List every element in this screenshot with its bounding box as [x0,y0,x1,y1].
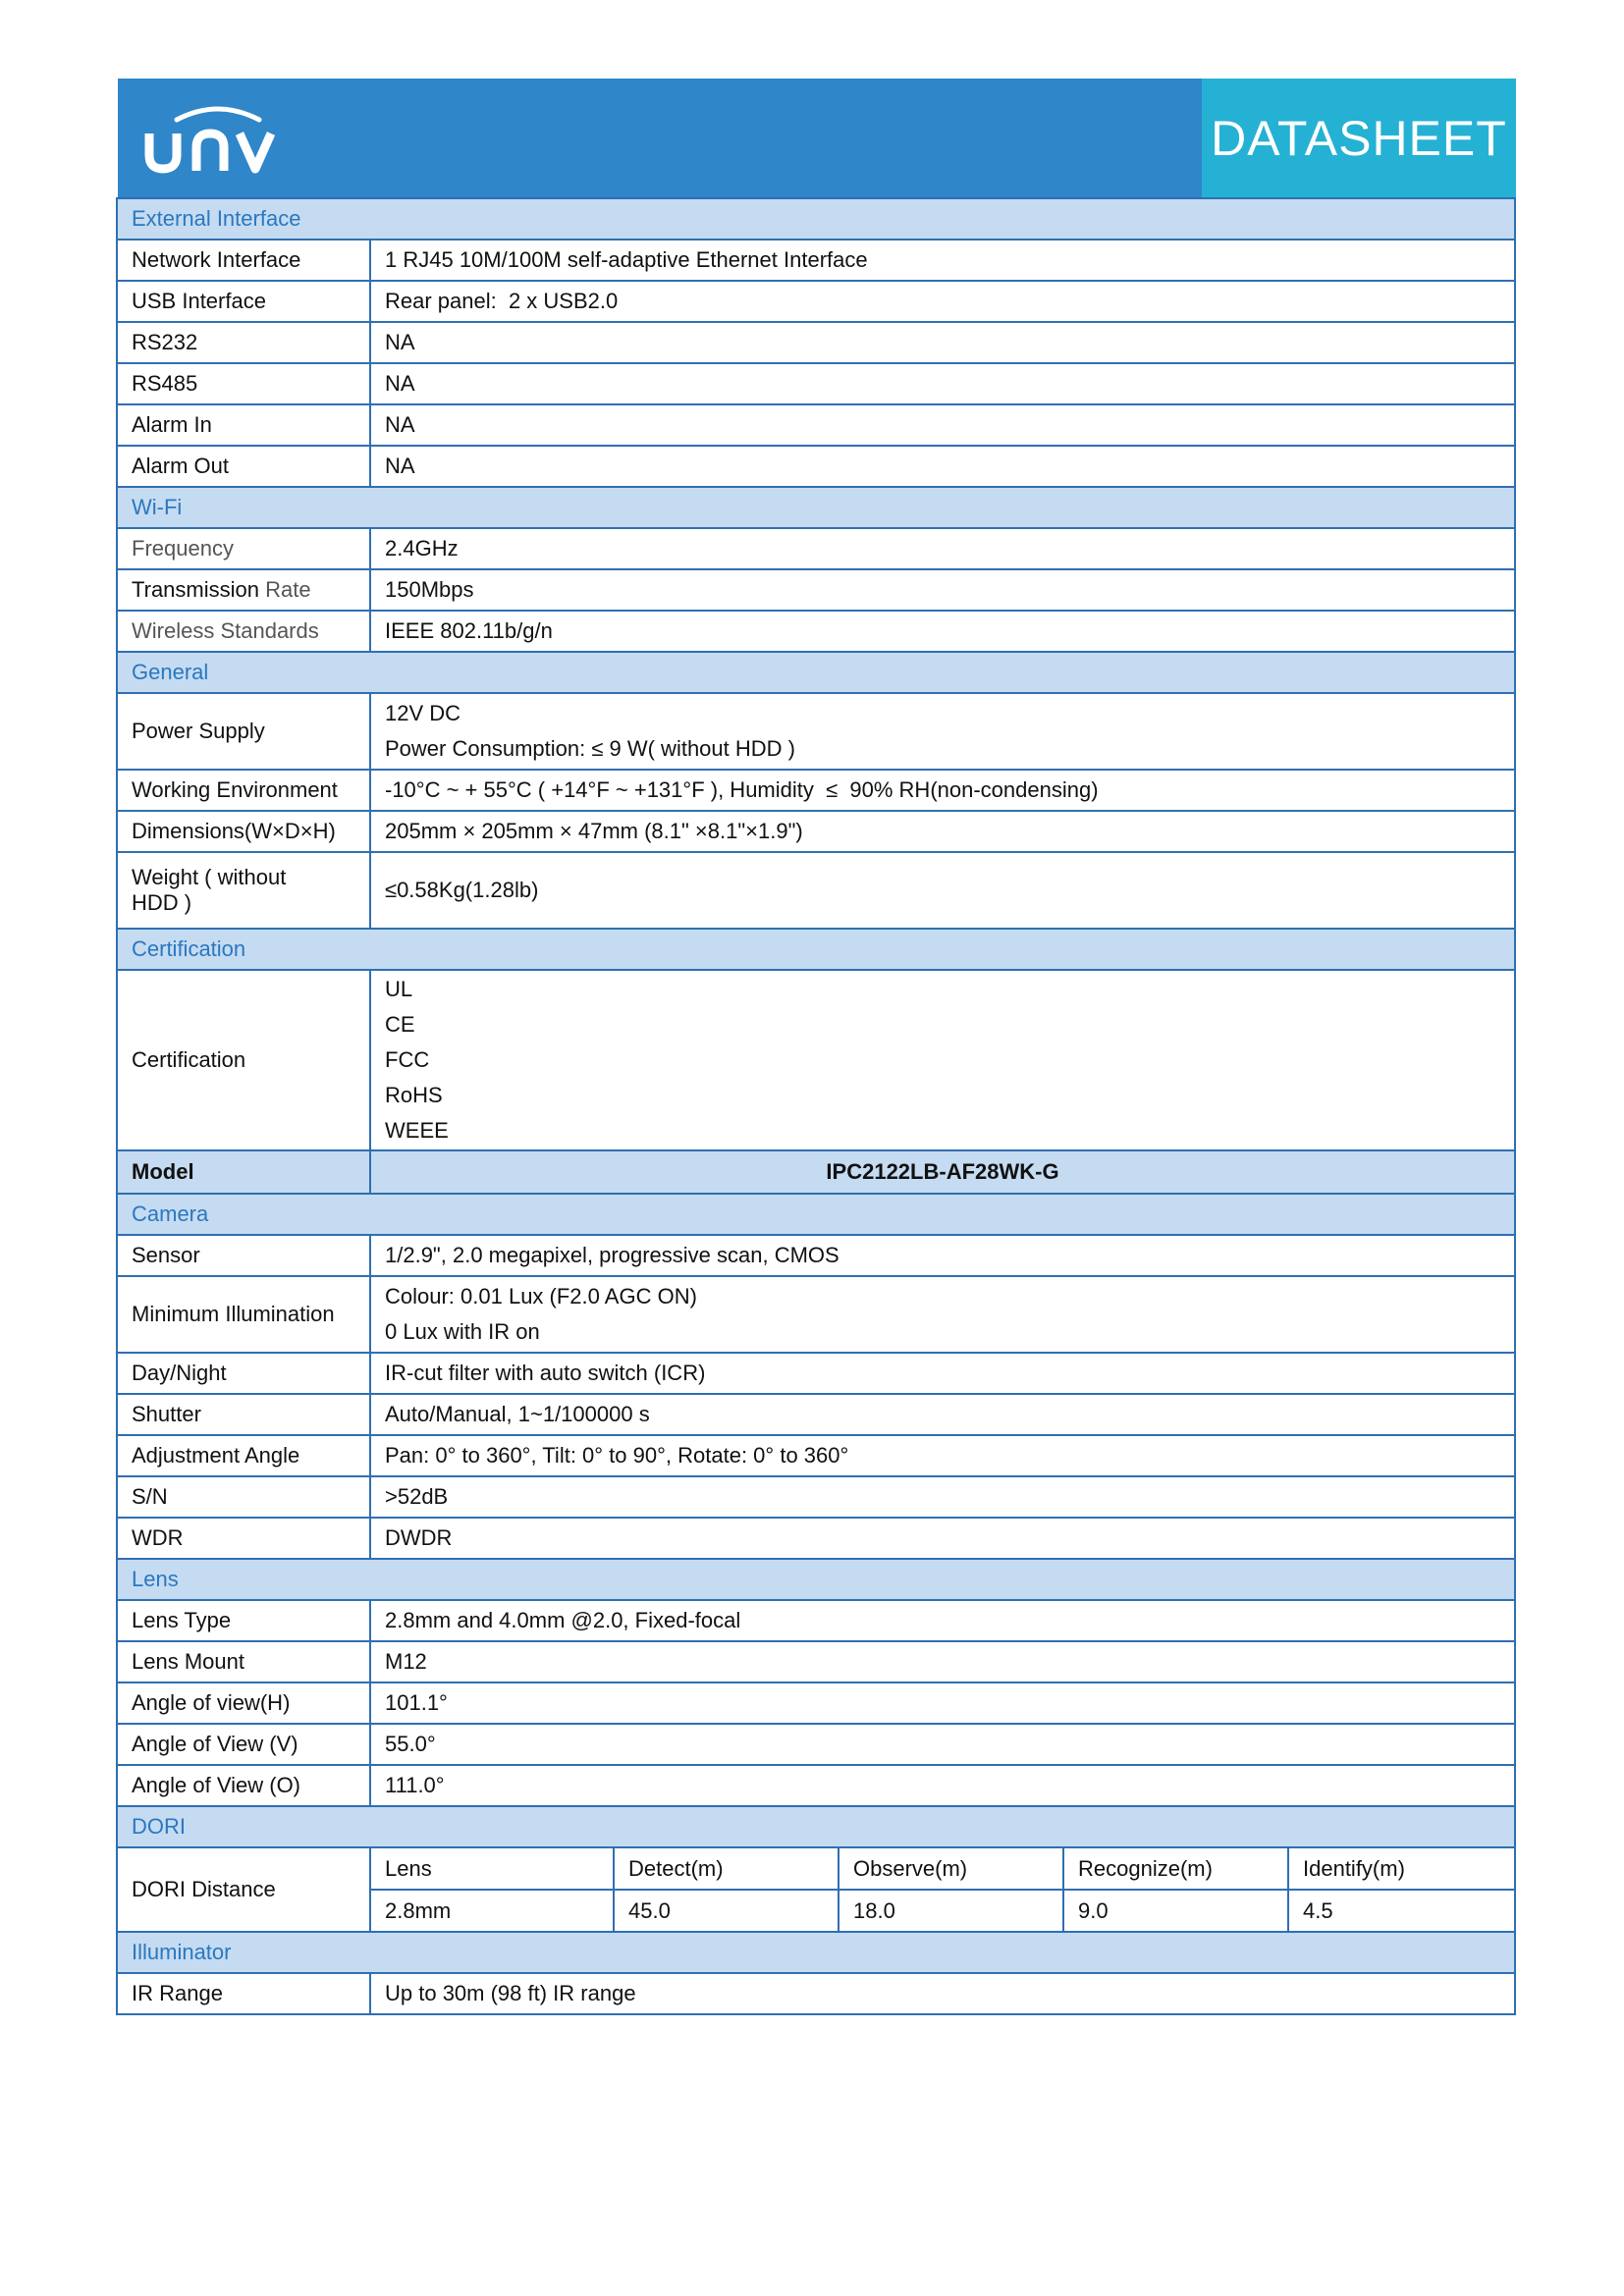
spec-value: ≤0.58Kg(1.28lb) [370,852,1515,929]
spec-value: 205mm × 205mm × 47mm (8.1" ×8.1"×1.9") [370,811,1515,852]
spec-row [117,852,1515,929]
section-title: Wi-Fi [117,487,1515,528]
dori-table [371,1848,1514,1931]
spec-value: Rear panel: 2 x USB2.0 [370,281,1515,322]
spec-label: Dimensions(W×D×H) [117,811,370,852]
spec-row [117,1682,1515,1724]
spec-label: Wireless Standards [117,611,370,652]
dori-header: Lens [371,1848,614,1890]
section-external-interface [117,198,1515,240]
spec-label: Certification [117,970,370,1150]
spec-row [117,404,1515,446]
section-title: DORI [117,1806,1515,1847]
section-camera [117,1194,1515,1235]
spec-value: -10°C ~ + 55°C ( +14°F ~ +131°F ), Humidity ≤ 90% RH(non-condensing) [370,770,1515,811]
datasheet-tag: DATASHEET [1202,79,1516,198]
spec-value: M12 [370,1641,1515,1682]
spec-label-part: Rate [259,577,311,602]
spec-value: Pan: 0° to 360°, Tilt: 0° to 90°, Rotate: 0° to 360° [370,1435,1515,1476]
section-certification [117,929,1515,970]
dori-value: 4.5 [1303,1897,1333,1923]
value-line: 12V DC [385,701,461,725]
spec-row [117,770,1515,811]
spec-value: NA [370,446,1515,487]
spec-value: 111.0° [370,1765,1515,1806]
spec-value: >52dB [370,1476,1515,1518]
spec-row [117,281,1515,322]
spec-value: 2.8mm and 4.0mm @2.0, Fixed-focal [370,1600,1515,1641]
section-general [117,652,1515,693]
spec-value: NA [370,363,1515,404]
spec-value: IR-cut filter with auto switch (ICR) [370,1353,1515,1394]
value-line: FCC [385,1047,430,1072]
spec-row [117,693,1515,770]
spec-value: 1/2.9", 2.0 megapixel, progressive scan, CMOS [370,1235,1515,1276]
spec-label: IR Range [117,1973,370,2014]
value-line: Colour: 0.01 Lux (F2.0 AGC ON) [385,1284,697,1308]
spec-row [117,363,1515,404]
model-row [117,1150,1515,1194]
spec-row [117,1600,1515,1641]
spec-row [117,528,1515,569]
spec-row [117,1724,1515,1765]
dori-table-cell [370,1847,1515,1932]
spec-table [116,197,1516,2015]
spec-row [117,1641,1515,1682]
spec-row [117,970,1515,1150]
section-wifi [117,487,1515,528]
value-line: 0 Lux with IR on [385,1319,540,1344]
spec-row [117,811,1515,852]
section-title: External Interface [117,198,1515,240]
spec-label: Adjustment Angle [117,1435,370,1476]
spec-label: Angle of View (O) [117,1765,370,1806]
spec-row [117,322,1515,363]
spec-label: USB Interface [117,281,370,322]
section-title: Illuminator [117,1932,1515,1973]
spec-label: DORI Distance [117,1847,370,1932]
spec-label: RS232 [117,322,370,363]
spec-label: WDR [117,1518,370,1559]
section-dori [117,1806,1515,1847]
spec-row [117,1435,1515,1476]
spec-row [117,1394,1515,1435]
spec-label: Frequency [117,528,370,569]
value-line: Power Consumption: ≤ 9 W( without HDD ) [385,736,795,761]
spec-label: Network Interface [117,240,370,281]
spec-label: RS485 [117,363,370,404]
value-line: WEEE [385,1118,449,1143]
datasheet-header [118,79,1516,198]
spec-value: NA [370,404,1515,446]
model-label: Model [117,1150,370,1194]
spec-label: Working Environment [117,770,370,811]
spec-value [370,970,1515,1150]
dori-value: 18.0 [839,1890,1063,1931]
header-band [118,79,1202,198]
dori-value: 9.0 [1063,1890,1288,1931]
spec-label: Alarm Out [117,446,370,487]
spec-value: 2.4GHz [370,528,1515,569]
section-lens [117,1559,1515,1600]
spec-row [117,569,1515,611]
value-line: UL [385,977,413,1001]
dori-value: 45.0 [614,1890,839,1931]
dori-header: Identify(m) [1288,1848,1514,1890]
dori-header-row [371,1848,1514,1890]
value-line: CE [385,1012,415,1037]
section-title: General [117,652,1515,693]
dori-value-row [371,1890,1514,1931]
spec-label: Shutter [117,1394,370,1435]
spec-row [117,1353,1515,1394]
section-illuminator [117,1932,1515,1973]
spec-value: IEEE 802.11b/g/n [370,611,1515,652]
spec-row [117,240,1515,281]
spec-row [117,1276,1515,1353]
spec-row [117,1476,1515,1518]
spec-row [117,446,1515,487]
spec-label: S/N [117,1476,370,1518]
spec-value: NA [370,322,1515,363]
dori-header: Observe(m) [839,1848,1063,1890]
spec-row [117,611,1515,652]
dori-header: Detect(m) [614,1848,839,1890]
spec-label: Day/Night [117,1353,370,1394]
spec-label: Sensor [117,1235,370,1276]
spec-label: Minimum Illumination [117,1276,370,1353]
spec-label-part: Transmission [132,577,259,602]
spec-label: Angle of View (V) [117,1724,370,1765]
spec-value: 101.1° [370,1682,1515,1724]
spec-value [370,1276,1515,1353]
section-title: Certification [117,929,1515,970]
spec-label: Angle of view(H) [117,1682,370,1724]
dori-header: Recognize(m) [1063,1848,1288,1890]
spec-row [117,1847,1515,1932]
section-title: Lens [117,1559,1515,1600]
spec-value: Auto/Manual, 1~1/100000 s [370,1394,1515,1435]
spec-label: Lens Mount [117,1641,370,1682]
dori-value: 2.8mm [371,1890,614,1931]
section-title: Camera [117,1194,1515,1235]
spec-value: 1 RJ45 10M/100M self-adaptive Ethernet Interface [370,240,1515,281]
spec-value: DWDR [370,1518,1515,1559]
spec-value: 150Mbps [370,569,1515,611]
spec-row [117,1518,1515,1559]
spec-label: Alarm In [117,404,370,446]
spec-value: Up to 30m (98 ft) IR range [370,1973,1515,2014]
model-value: IPC2122LB-AF28WK-G [370,1150,1515,1194]
spec-label: Lens Type [117,1600,370,1641]
spec-row [117,1973,1515,2014]
spec-label [117,569,370,611]
spec-label: Weight ( without HDD ) [117,852,370,929]
spec-row [117,1235,1515,1276]
spec-value: 55.0° [370,1724,1515,1765]
spec-row [117,1765,1515,1806]
unv-logo [139,100,297,179]
spec-label: Power Supply [117,693,370,770]
spec-value [370,693,1515,770]
value-line: RoHS [385,1083,443,1107]
